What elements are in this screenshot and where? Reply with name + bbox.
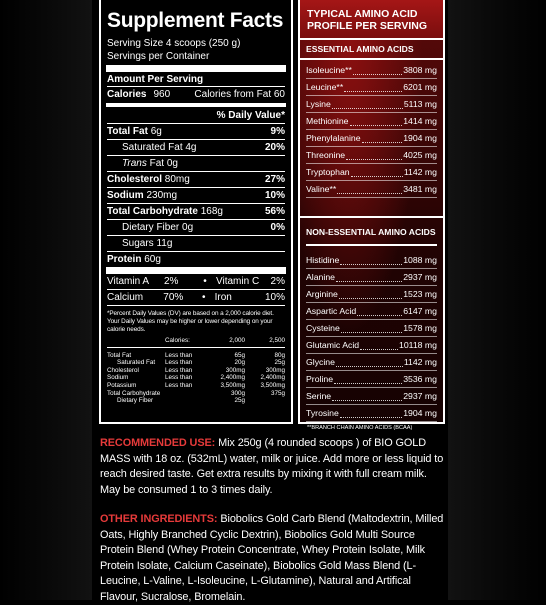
vitamin-c-value: 2% [270,276,285,287]
essential-amino-list [300,62,443,198]
dv-table-row: Saturated Fat Less than 20g 25g [117,359,285,367]
nutrient-dv: 10% [264,190,285,201]
leader-dots [334,382,402,384]
amino-row [306,181,437,198]
amino-name: Leucine** [306,82,344,92]
nutrient-label: Total Carbohydrate [107,206,198,217]
amino-name: Glutamic Acid [306,340,360,350]
amino-name: Tyrosine [306,408,339,418]
nutrient-row-dietary-fiber [107,220,285,236]
amino-value: 1142 mg [403,167,437,177]
vitamin-c-label: Vitamin C [216,276,260,287]
amino-name: Methionine [306,116,349,126]
nutrient-row-protein [107,252,285,267]
leader-dots [362,141,403,143]
divider-thick [106,267,286,274]
amino-value: 2937 mg [403,391,437,401]
recommended-use-paragraph [100,436,445,498]
nutrient-amount: 11g [156,238,173,249]
calories-value: 960 [153,89,171,100]
leader-dots [336,280,402,282]
dv-table-row: Total Fat Less than 65g 80g [107,351,285,359]
leader-dots [332,399,402,401]
amino-value: 3808 mg [403,65,437,75]
nutrient-amount: 80mg [164,174,190,185]
amino-name: Isoleucine** [306,65,352,75]
daily-value-footnote: *Percent Daily Values (DV) are based on a 2,000 calorie diet. Your Daily Values may be higher or lower depending on your calorie needs. [107,310,274,333]
nutrient-dv: 56% [264,206,285,217]
nutrient-label: Protein [107,254,142,265]
nutrient-label: Sugars [122,238,154,249]
nutrient-row-sodium [107,188,285,204]
amino-name: Valine** [306,184,337,194]
nutrient-amount: 4g [185,142,197,153]
amino-row [306,96,437,113]
leader-dots [341,331,402,333]
vitamin-a-label: Vitamin A [107,276,150,287]
divider-thick [106,65,286,72]
daily-value-header-row [107,108,285,124]
amino-row [306,388,437,405]
amino-name: Proline [306,374,334,384]
calcium-value: 70% [163,292,184,303]
amino-row [306,354,437,371]
amino-name: Serine [306,391,332,401]
nutrient-dv: 9% [270,126,285,137]
nutrient-row-total-carbohydrate [107,204,285,220]
amino-name: Alanine [306,272,335,282]
amino-row [306,286,437,303]
ingredients-text: Biobolics Gold Carb Blend (Maltodextrin, Milled Oats, Highly Branched Cyclic Dextrin), Biobolics Gold Multi Source Protein Blend (Whey Protein Concentrate, Whey Protein Isolate, Milk Protein Isolate, Calcium Caseinate), Biobolics Gold Mass Blend (L-Leucine, L-Valine, L-Isoleucine, L-Glutamine), Natural and Artifical Flavour, Sucralose, Bromelain. [100,513,444,603]
leader-dots [351,175,403,177]
nutrient-amount: 0g [166,158,178,169]
right-background [448,0,546,600]
supplement-facts-panel [99,0,293,424]
amino-value: 1904 mg [403,133,437,143]
dv-table-row: Dietary Fiber 25g [117,397,245,405]
nonessential-header: NON-ESSENTIAL AMINO ACIDS [306,227,436,237]
nutrient-row-trans-fat [107,156,285,172]
ingredients-paragraph [100,512,445,605]
serving-size: Serving Size 4 scoops (250 g) [107,38,241,49]
amino-row [306,337,437,354]
amino-value: 1578 mg [403,323,437,333]
amino-value: 5113 mg [403,99,437,109]
amino-name: Tryptophan [306,167,350,177]
amino-name: Phenylalanine [306,133,361,143]
leader-dots [336,365,403,367]
ingredients-label: OTHER INGREDIENTS: [100,513,218,525]
calories-from-fat: Calories from Fat 60 [194,89,285,100]
amino-name: Histidine [306,255,340,265]
bcaa-note: **BRANCH CHAIN AMINO ACIDS (BCAA) [307,425,413,431]
divider [300,58,443,60]
amino-row [306,62,437,79]
amino-value: 3481 mg [403,184,437,194]
leader-dots [332,107,403,109]
amino-row [306,269,437,286]
amino-value: 6201 mg [403,82,437,92]
nutrient-amount: 60g [144,254,161,265]
nutrient-label: Trans [122,158,147,169]
amino-value: 6147 mg [403,306,437,316]
divider [306,244,437,246]
amount-per-serving-row [107,72,285,87]
amino-value: 2937 mg [403,272,437,282]
essential-header: ESSENTIAL AMINO ACIDS [306,44,414,54]
amino-row [306,303,437,320]
nutrient-label-2: Fat [149,158,165,169]
dv-table-header: Calories: 2,000 2,500 [107,337,285,347]
nutrient-dv: 20% [264,142,285,153]
nutrient-label: Dietary Fiber [122,222,180,233]
dv-table-row: Cholesterol Less than 300mg 300mg [107,366,285,374]
leader-dots [350,124,403,126]
leader-dots [344,90,402,92]
vitamin-a-value: 2% [164,276,179,287]
amino-title: TYPICAL AMINO ACID PROFILE PER SERVING [300,0,443,38]
amino-value: 1904 mg [403,408,437,418]
amino-value: 10118 mg [399,340,437,350]
leader-dots [357,314,402,316]
nutrient-amount: 0g [182,222,194,233]
nutrient-dv: 27% [264,174,285,185]
amino-name: Aspartic Acid [306,306,357,316]
iron-label: Iron [214,292,232,303]
nutrient-row-cholesterol [107,172,285,188]
nutrient-row-saturated-fat [107,140,285,156]
amino-value: 1414 mg [403,116,437,126]
dv-table-row: Sodium Less than 2,400mg 2,400mg [107,374,285,382]
amino-row [306,79,437,96]
leader-dots [360,348,398,350]
recommended-use-text: Mix 250g (4 rounded scoops ) of BIO GOLD MASS with 18 oz. (532mL) water, milk or juice. Add more or less liquid to reach desired taste. Get extra results by mixing it with full cream milk. May be consumed 1 to 3 times daily. [100,437,444,496]
amino-row [306,147,437,164]
amino-name: Lysine [306,99,331,109]
left-background [0,0,92,600]
daily-value-table [107,337,285,405]
divider-medium [106,103,286,107]
bullet: • [202,292,206,303]
facts-title: Supplement Facts [107,9,284,32]
leader-dots [340,416,402,418]
leader-dots [339,297,402,299]
amino-row [306,164,437,181]
nutrient-amount: 168g [200,206,223,217]
amino-name: Threonine [306,150,346,160]
daily-value-header: % Daily Value* [216,110,285,121]
amino-row [306,371,437,388]
calcium-label: Calcium [107,292,144,303]
nutrient-label: Cholesterol [107,174,163,185]
nutrient-amount: 6g [150,126,162,137]
amount-per-serving: Amount Per Serving [107,73,204,85]
amino-value: 1523 mg [403,289,437,299]
amino-acid-panel [298,0,445,431]
amino-value: 1088 mg [403,255,437,265]
amino-row [306,252,437,269]
nutrient-label: Sodium [107,190,144,201]
nutrient-dv: 0% [270,222,285,233]
amino-row [306,405,437,422]
amino-row [306,113,437,130]
amino-name: Arginine [306,289,338,299]
leader-dots [340,263,402,265]
leader-dots [353,73,402,75]
nutrient-amount: 230mg [146,190,178,201]
amino-name: Cysteine [306,323,340,333]
amino-row [306,130,437,147]
calories-row [107,87,285,102]
nutrient-row-total-fat [107,124,285,140]
amino-value: 1142 mg [403,357,437,367]
dv-table-row: Total Carbohydrate 300g 375g [107,389,285,397]
recommended-use-label: RECOMMENDED USE: [100,437,216,449]
leader-dots [337,192,402,194]
vitamin-row [107,274,285,290]
calories-label: Calories [107,89,147,100]
nutrient-row-sugars [107,236,285,252]
amino-value: 4025 mg [403,150,437,160]
nutrient-label: Total Fat [107,126,148,137]
servings-per-container: Servings per Container [107,51,210,62]
nutrient-label: Saturated Fat [122,142,183,153]
nonessential-amino-list [300,252,443,422]
mineral-row [107,290,285,306]
amino-row [306,320,437,337]
amino-name: Glycine [306,357,335,367]
leader-dots [346,158,402,160]
dv-table-row: Potassium Less than 3,500mg 3,500mg [107,381,285,389]
amino-value: 3536 mg [403,374,437,384]
bullet: • [203,276,207,287]
iron-value: 10% [264,292,285,303]
